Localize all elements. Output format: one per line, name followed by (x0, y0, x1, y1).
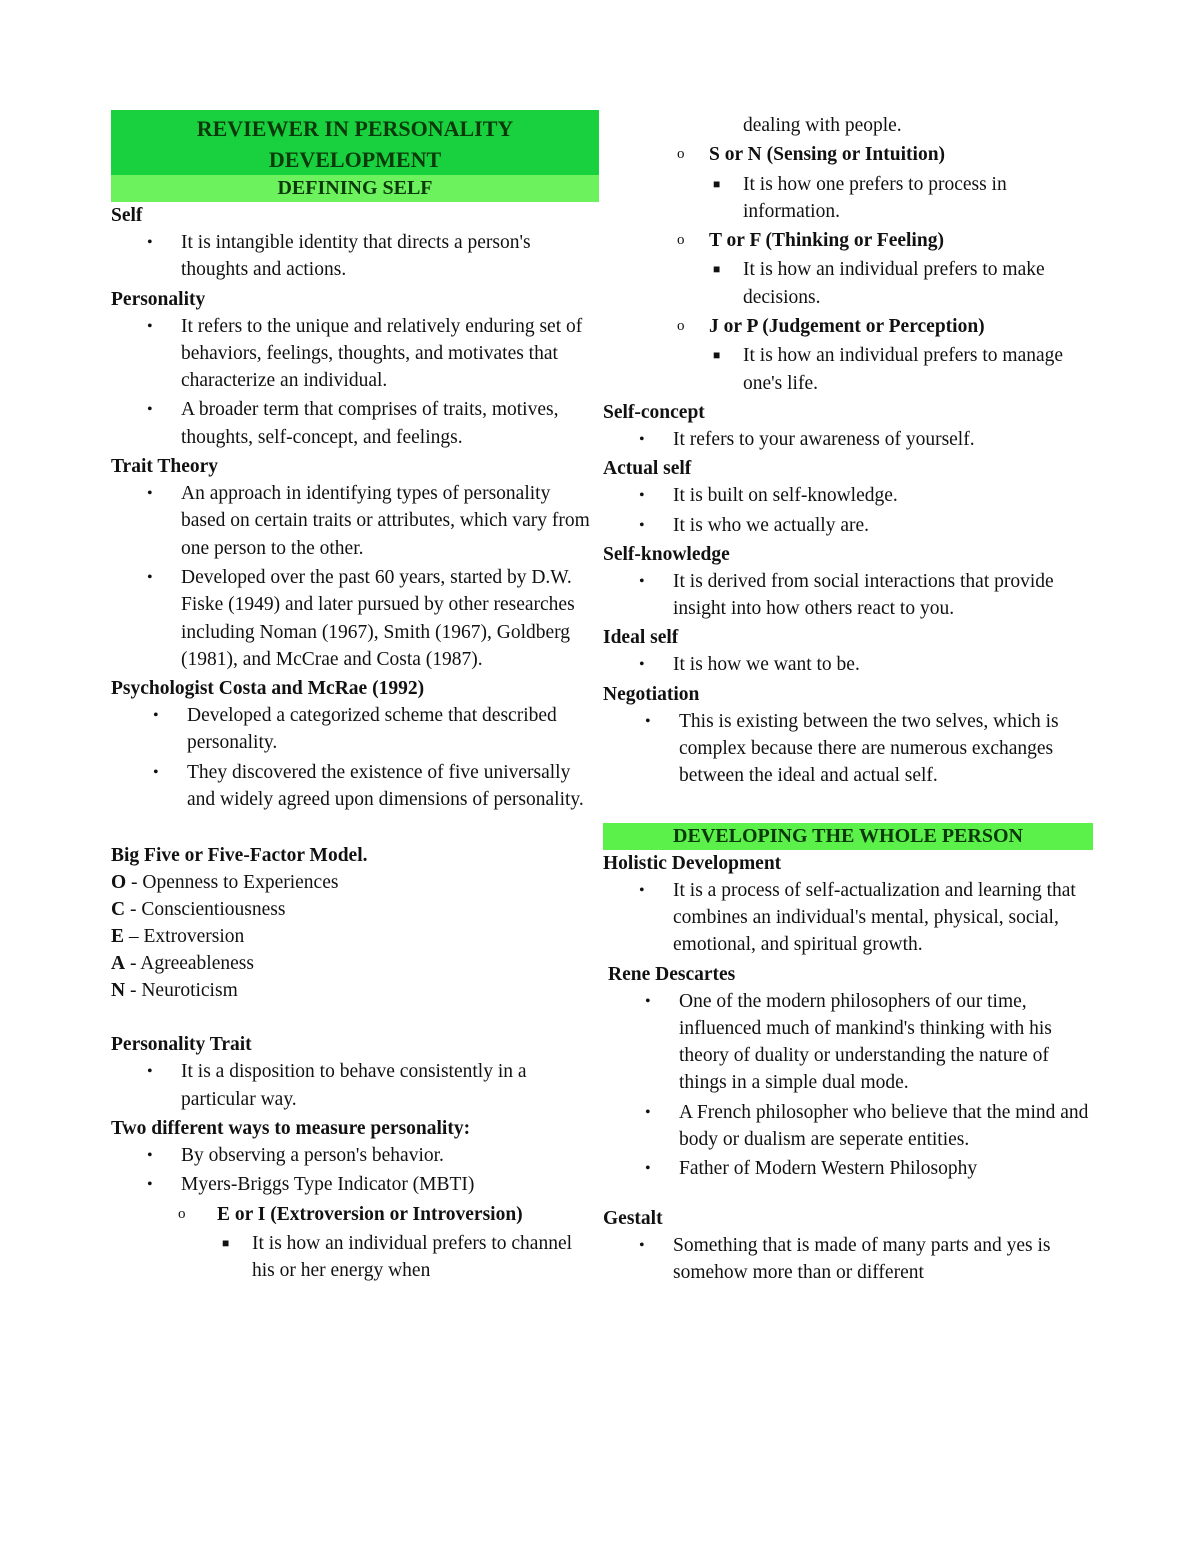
list-ideal-self (603, 651, 1093, 678)
heading-trait-theory: Trait Theory (111, 456, 219, 478)
list-item: • They discovered the existence of five universally and widely agreed upon dimensions of personality. (111, 759, 599, 814)
list-item: • Something that is made of many parts and yes is somehow more than or different (603, 1232, 1093, 1287)
list-item: dealing with people. (743, 115, 902, 136)
left-column (111, 110, 599, 1286)
square-bullet-icon: ■ (222, 1235, 230, 1250)
heading-actual-self: Actual self (603, 458, 692, 480)
list-personality-trait (111, 1058, 599, 1113)
list-item: • A French philosopher who believe that the mind and body or dualism are seperate entities. (603, 1099, 1093, 1154)
document-title: REVIEWER IN PERSONALITY DEVELOPMENT (111, 110, 599, 175)
heading-gestalt: Gestalt (603, 1207, 663, 1229)
square-bullet-icon: ■ (713, 262, 721, 277)
heading-self-knowledge: Self-knowledge (603, 543, 730, 565)
bullet-icon: • (147, 1146, 153, 1164)
bullet-icon: • (147, 568, 153, 586)
bullet-icon: • (147, 1176, 153, 1194)
list-mbti-continued (603, 112, 1093, 397)
list-gestalt (603, 1232, 1093, 1287)
heading-ideal-self: Ideal self (603, 627, 679, 649)
heading-big-five: Big Five or Five-Factor Model. (111, 845, 368, 867)
circle-bullet-icon: o (178, 1205, 186, 1222)
heading-personality: Personality (111, 288, 206, 310)
bullet-icon: • (639, 881, 645, 899)
bullet-icon: • (153, 763, 159, 781)
list-item: • Father of Modern Western Philosophy (603, 1155, 1093, 1182)
list-personality (111, 313, 599, 451)
heading-self: Self (111, 205, 143, 226)
list-item: • It is a disposition to behave consistently in a particular way. (111, 1058, 599, 1113)
list-item: • It is how we want to be. (603, 651, 1093, 678)
bullet-icon: • (639, 1236, 645, 1254)
heading-costa-mcrae: Psychologist Costa and McRae (1992) (111, 678, 425, 700)
big-five-openness: O - Openness to Experiences (111, 872, 339, 894)
big-five-agreeableness: A - Agreeableness (111, 953, 254, 975)
bullet-icon: • (147, 401, 153, 419)
circle-bullet-icon: o (677, 318, 685, 335)
right-column (603, 112, 1093, 1288)
section-banner-whole-person: DEVELOPING THE WHOLE PERSON (603, 823, 1093, 850)
bullet-icon: • (147, 1063, 153, 1081)
bullet-icon: • (147, 485, 153, 503)
bullet-icon: • (639, 487, 645, 505)
list-self-concept (603, 426, 1093, 453)
list-measure-personality (111, 1142, 599, 1284)
list-item: • An approach in identifying types of personality based on certain traits or attributes, which vary from one person to the other. (111, 480, 599, 562)
list-item: • It refers to the unique and relatively enduring set of behaviors, feelings, thoughts, and motivates that characterize an individual. (111, 313, 599, 395)
list-item: ■ It is how an individual prefers to manage one's life. (603, 342, 1093, 397)
list-item: ■ It is how an individual prefers to channel his or her energy when (111, 1230, 599, 1285)
list-self-knowledge (603, 568, 1093, 623)
list-item: • A broader term that comprises of traits, motives, thoughts, self-concept, and feelings. (111, 396, 599, 451)
list-self (111, 229, 599, 284)
list-rene-descartes (603, 988, 1093, 1183)
list-item: • Developed over the past 60 years, started by D.W. Fiske (1949) and later pursued by other researches including Noman (1967), Smith (1967), Goldberg (1981), and McCrae and Costa (1987). (111, 564, 599, 673)
big-five-conscientiousness: C - Conscientiousness (111, 899, 286, 921)
list-item: • It is derived from social interactions that provide insight into how others react to you. (603, 568, 1093, 623)
circle-bullet-icon: o (677, 146, 685, 163)
bullet-icon: • (639, 516, 645, 534)
list-item: • It is built on self-knowledge. (603, 482, 1093, 509)
heading-personality-trait: Personality Trait (111, 1034, 252, 1056)
list-costa-mcrae (111, 702, 599, 813)
bullet-icon: • (147, 234, 153, 251)
list-item: • This is existing between the two selves, which is complex because there are numerous exchanges between the ideal and actual self. (603, 708, 1093, 790)
bullet-icon: • (645, 712, 651, 730)
list-item: o J or P (Judgement or Perception) (603, 313, 1093, 340)
list-item: • It refers to your awareness of yourself. (603, 426, 1093, 453)
list-item: o S or N (Sensing or Intuition) (603, 141, 1093, 168)
list-trait-theory (111, 480, 599, 673)
big-five-extroversion: E – Extroversion (111, 926, 245, 948)
big-five-neuroticism: N - Neuroticism (111, 980, 238, 1002)
section-banner-defining-self: DEFINING SELF (111, 175, 599, 202)
square-bullet-icon: ■ (713, 176, 721, 191)
bullet-icon: • (639, 572, 645, 590)
bullet-icon: • (639, 656, 645, 674)
bullet-icon: • (147, 317, 153, 335)
bullet-icon: • (153, 707, 159, 725)
list-item: • It is a process of self-actualization and learning that combines an individual's mental, physical, social, emotional, and spiritual growth. (603, 877, 1093, 959)
heading-measure-personality: Two different ways to measure personality: (111, 1117, 471, 1139)
square-bullet-icon: ■ (713, 348, 721, 363)
list-item: ■ It is how one prefers to process in information. (603, 171, 1093, 226)
list-item: • Myers-Briggs Type Indicator (MBTI) (111, 1171, 599, 1198)
list-item: • Developed a categorized scheme that described personality. (111, 702, 599, 757)
list-item: o E or I (Extroversion or Introversion) (111, 1201, 599, 1228)
list-item: • By observing a person's behavior. (111, 1142, 599, 1169)
list-actual-self (603, 482, 1093, 539)
heading-holistic-development: Holistic Development (603, 852, 782, 874)
list-item: o T or F (Thinking or Feeling) (603, 227, 1093, 254)
heading-rene-descartes: Rene Descartes (608, 963, 736, 985)
heading-negotiation: Negotiation (603, 683, 700, 705)
bullet-icon: • (645, 1160, 651, 1178)
list-item: • One of the modern philosophers of our time, influenced much of mankind's thinking with his theory of duality or understanding the nature of things in a simple dual mode. (603, 988, 1093, 1097)
bullet-icon: • (639, 430, 645, 448)
circle-bullet-icon: o (677, 232, 685, 249)
list-item: • It is who we actually are. (603, 512, 1093, 539)
list-negotiation (603, 708, 1093, 790)
bullet-icon: • (645, 992, 651, 1010)
list-item: • It is intangible identity that directs a person's thoughts and actions. (111, 229, 599, 284)
bullet-icon: • (645, 1103, 651, 1121)
heading-self-concept: Self-concept (603, 401, 705, 423)
list-holistic-development (603, 877, 1093, 959)
list-item: ■ It is how an individual prefers to make decisions. (603, 256, 1093, 311)
